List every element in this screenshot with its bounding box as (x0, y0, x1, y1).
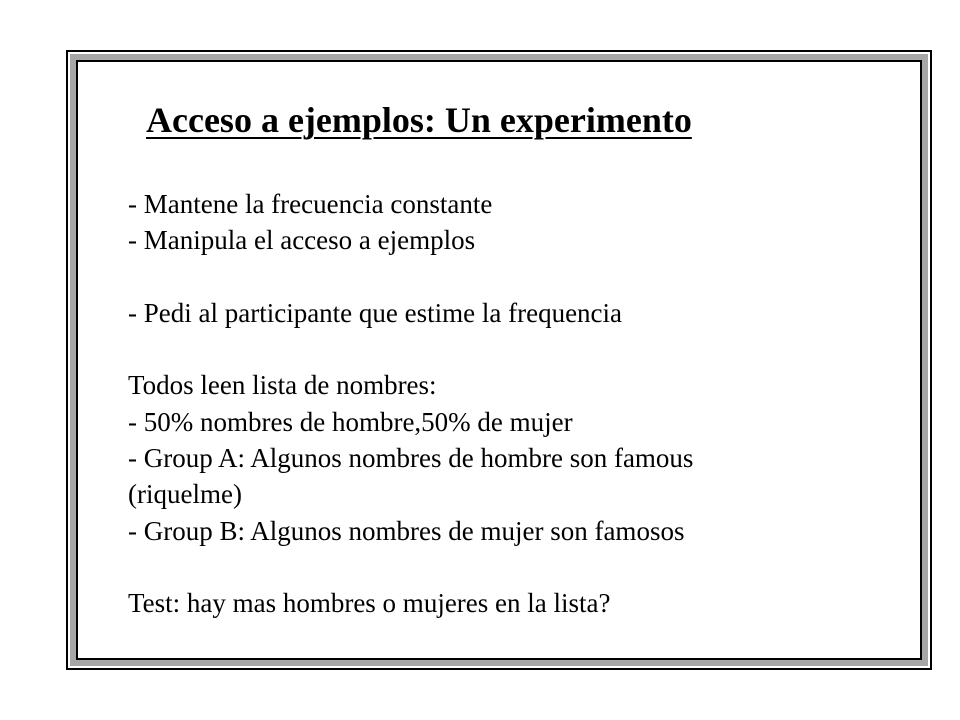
blank-line (128, 259, 828, 295)
text-test-question: Test: hay mas hombres o mujeres en la lista? (128, 588, 611, 619)
blank-line (128, 549, 828, 585)
bullet-manipulate-access: - Manipula el acceso a ejemplos (128, 225, 476, 256)
bullet-fifty-percent: - 50% nombres de hombre,50% de mujer (128, 406, 573, 437)
bullet-keep-frequency: - Mantene la frecuencia constante (128, 189, 493, 219)
bullet-ask-estimate: - Pedi al participante que estime la frequencia (128, 297, 623, 328)
bullet-group-a: - Group A: Algunos nombres de hombre son famous (128, 443, 694, 474)
bullet-group-b: - Group B: Algunos nombres de mujer son famosos (128, 515, 685, 546)
text-read-names-list: Todos leen lista de nombres: (128, 370, 437, 401)
slide-title: Acceso a ejemplos: Un experimento (146, 100, 692, 140)
text-group-a-example: (riquelme) (128, 479, 242, 510)
slide-body (128, 186, 828, 622)
blank-line (128, 331, 828, 367)
